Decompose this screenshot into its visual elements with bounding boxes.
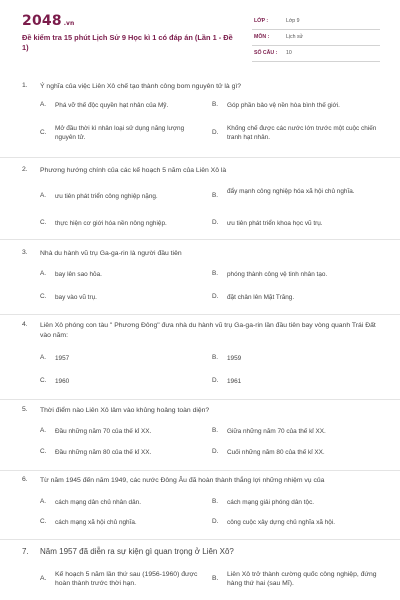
option-c[interactable]: Mở đầu thời kì nhân loại sử dụng năng lượng nguyên tử. xyxy=(55,125,185,141)
question-5 xyxy=(0,400,400,471)
option-letter: A. xyxy=(40,270,47,277)
option-letter: B. xyxy=(212,498,219,505)
meta-label: SỐ CÂU : xyxy=(254,50,278,56)
exam-meta xyxy=(252,14,380,62)
option-letter: B. xyxy=(212,575,219,582)
option-b[interactable]: Giữa những năm 70 của thế kỉ XX. xyxy=(227,428,326,435)
option-a[interactable]: bay lên sao hỏa. xyxy=(55,271,102,278)
option-d[interactable]: công cuộc xây dựng chủ nghĩa xã hội. xyxy=(227,519,336,526)
option-c[interactable]: 1960 xyxy=(55,378,70,385)
option-a[interactable]: ưu tiên phát triển công nghiệp nặng. xyxy=(55,193,158,200)
option-d[interactable]: đặt chân lên Mặt Trăng. xyxy=(227,294,295,301)
option-d[interactable]: Cuối những năm 80 của thế kỉ XX. xyxy=(227,449,325,456)
meta-row-count xyxy=(252,46,380,62)
option-letter: C. xyxy=(40,377,47,384)
option-a[interactable]: 1957 xyxy=(55,355,70,362)
meta-value: 10 xyxy=(286,50,292,56)
option-letter: D. xyxy=(212,219,219,226)
meta-label: LỚP : xyxy=(254,18,269,24)
option-letter: B. xyxy=(212,101,219,108)
question-2 xyxy=(0,158,400,240)
option-c[interactable]: thực hiện cơ giới hóa nền nông nghiệp. xyxy=(55,220,167,227)
option-c[interactable]: bay vào vũ trụ. xyxy=(55,294,97,301)
question-text: Liên Xô phóng con tàu " Phương Đông" đưa nhà du hành vũ trụ Ga-ga-rin lần đầu tiên bay vòng quanh Trái Đất vào năm: xyxy=(40,322,376,339)
option-b[interactable]: phóng thành công vệ tinh nhân tạo. xyxy=(227,271,328,278)
option-b[interactable]: 1959 xyxy=(227,355,242,362)
option-c[interactable]: cách mạng xã hội chủ nghĩa. xyxy=(55,519,137,526)
question-4 xyxy=(0,315,400,400)
page-title: Đề kiểm tra 15 phút Lịch Sử 9 Học kì 1 có đáp án (Lần 1 - Đề 1) xyxy=(22,33,233,52)
site-logo[interactable] xyxy=(22,13,74,29)
meta-value: Lớp 9 xyxy=(286,18,300,24)
option-letter: C. xyxy=(40,219,47,226)
question-text: Năm 1957 đã diễn ra sự kiện gì quan trọng ở Liên Xô? xyxy=(40,547,234,556)
option-a[interactable]: Đầu những năm 70 của thế kỉ XX. xyxy=(55,428,152,435)
option-b[interactable]: Góp phần bảo vệ nền hòa bình thế giới. xyxy=(227,102,340,109)
question-number: 4. xyxy=(22,321,28,328)
question-text: Thời điểm nào Liên Xô lâm vào khủng hoảng toàn diện? xyxy=(40,407,210,414)
option-letter: D. xyxy=(212,448,219,455)
question-6 xyxy=(0,471,400,540)
question-number: 5. xyxy=(22,406,28,413)
option-a[interactable]: Kế hoạch 5 năm lần thứ sau (1956-1960) được hoàn thành trước thời hạn. xyxy=(55,571,198,587)
option-letter: D. xyxy=(212,518,219,525)
logo-main: 2048 xyxy=(22,13,62,29)
question-number: 7. xyxy=(22,547,29,556)
option-c[interactable]: Đầu những năm 80 của thế kỉ XX. xyxy=(55,449,152,456)
option-letter: C. xyxy=(40,518,47,525)
question-text: Ý nghĩa của việc Liên Xô chế tạo thành công bom nguyên tử là gì? xyxy=(40,83,242,90)
option-letter: A. xyxy=(40,192,47,199)
option-letter: B. xyxy=(212,427,219,434)
logo-sub: .vn xyxy=(63,20,75,27)
question-number: 1. xyxy=(22,82,28,89)
question-1 xyxy=(0,74,400,158)
question-text: Từ năm 1945 đến năm 1949, các nước Đông Âu đã hoàn thành thắng lợi những nhiệm vụ của xyxy=(40,477,325,484)
option-letter: A. xyxy=(40,354,47,361)
option-letter: D. xyxy=(212,129,219,136)
option-d[interactable]: Khống chế được các nước lớn trước một cuộc chiến tranh hạt nhân. xyxy=(227,125,377,141)
option-d[interactable]: 1961 xyxy=(227,378,242,385)
question-number: 2. xyxy=(22,166,28,173)
option-letter: D. xyxy=(212,377,219,384)
option-b[interactable]: cách mạng giải phóng dân tộc. xyxy=(227,499,315,506)
question-number: 6. xyxy=(22,476,28,483)
option-d[interactable]: ưu tiên phát triển khoa học vũ trụ. xyxy=(227,220,323,227)
option-b[interactable]: đẩy mạnh công nghiệp hóa xã hội chủ nghĩa. xyxy=(227,188,355,195)
option-a[interactable]: cách mạng dân chủ nhân dân. xyxy=(55,499,141,506)
option-letter: C. xyxy=(40,129,47,136)
option-letter: B. xyxy=(212,270,219,277)
question-text: Phương hướng chính của các kế hoạch 5 năm của Liên Xô là xyxy=(40,167,227,174)
question-text: Nhà du hành vũ trụ Ga-ga-rin là người đầu tiên xyxy=(40,250,182,257)
option-letter: A. xyxy=(40,101,47,108)
question-7 xyxy=(0,540,400,600)
option-letter: A. xyxy=(40,498,47,505)
option-a[interactable]: Phá vỡ thế độc quyền hạt nhân của Mỹ. xyxy=(55,102,169,109)
option-letter: D. xyxy=(212,293,219,300)
option-letter: B. xyxy=(212,192,219,199)
question-3 xyxy=(0,240,400,315)
option-letter: C. xyxy=(40,293,47,300)
meta-row-subject xyxy=(252,30,380,46)
meta-value: Lịch sử xyxy=(286,34,304,40)
option-letter: A. xyxy=(40,427,47,434)
question-number: 3. xyxy=(22,249,28,256)
header xyxy=(0,0,400,70)
meta-row-class xyxy=(252,14,380,30)
option-letter: A. xyxy=(40,575,47,582)
option-b[interactable]: Liên Xô trở thành cường quốc công nghiệp, đứng hàng thứ hai (sau Mĩ). xyxy=(227,571,377,587)
meta-label: MÔN : xyxy=(254,34,270,40)
option-letter: C. xyxy=(40,448,47,455)
option-letter: B. xyxy=(212,354,219,361)
